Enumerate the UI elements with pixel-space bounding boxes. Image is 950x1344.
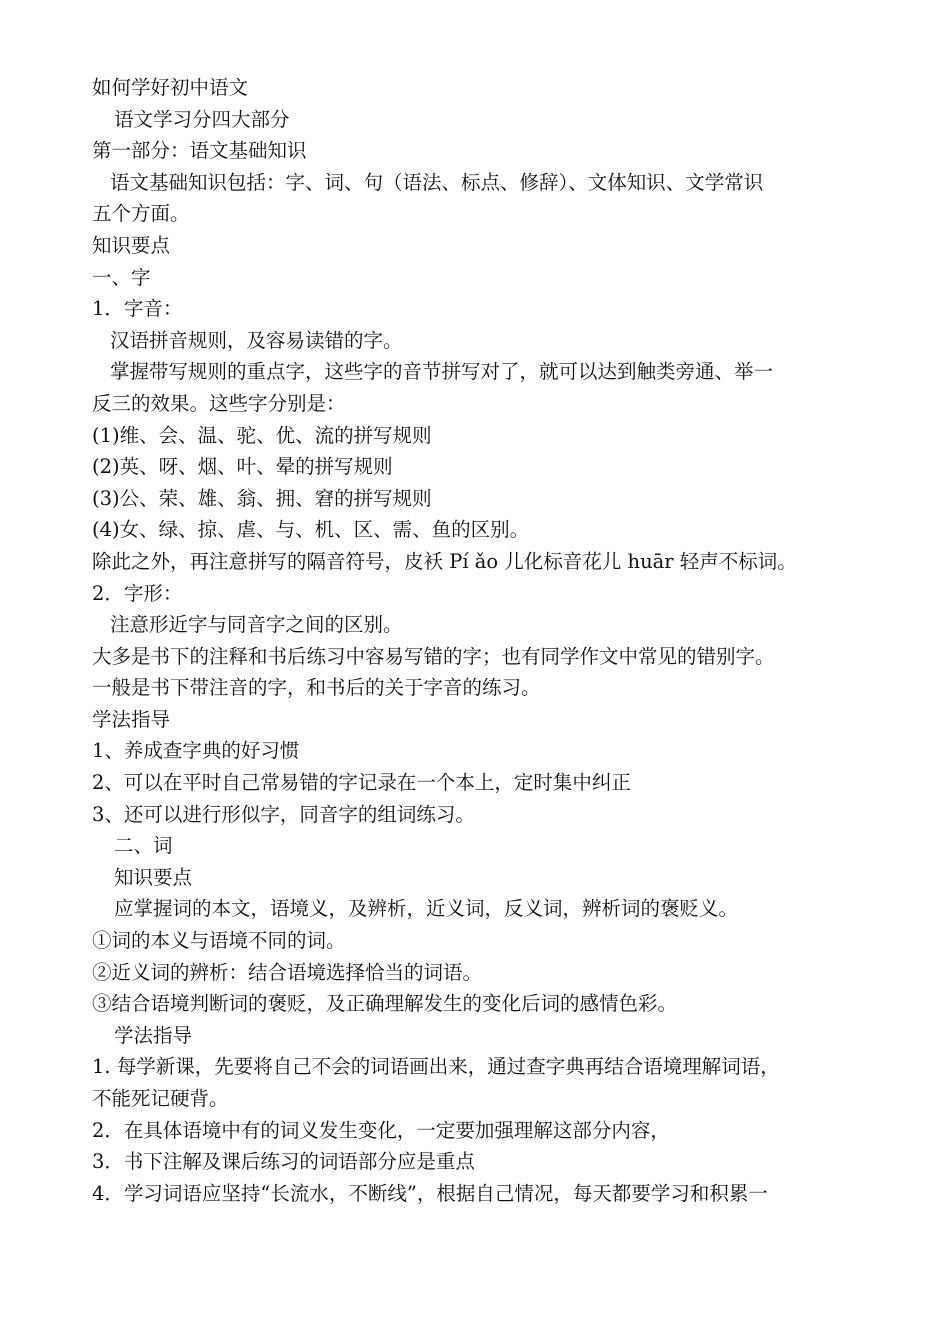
text-line: 2．在具体语境中有的词义发生变化，一定要加强理解这部分内容， bbox=[92, 1118, 670, 1142]
text-line: 第一部分：语文基础知识 bbox=[92, 139, 307, 163]
text-line: 大多是书下的注释和书后练习中容易写错的字；也有同学作文中常见的错别字。 bbox=[92, 644, 775, 668]
text-line: 1. 每学新课，先要将自己不会的词语画出来，通过查字典再结合语境理解词语， bbox=[92, 1055, 780, 1079]
text-line: 2．字形： bbox=[92, 581, 183, 605]
text-line: 语文学习分四大部分 bbox=[114, 107, 290, 131]
text-line: 掌握带写规则的重点字，这些字的音节拼写对了，就可以达到触类旁通、举一 bbox=[110, 360, 774, 384]
text-line: 反三的效果。这些字分别是： bbox=[92, 391, 346, 415]
text-line: 2、可以在平时自己常易错的字记录在一个本上，定时集中纠正 bbox=[92, 771, 631, 795]
text-line: 学法指导 bbox=[92, 707, 171, 731]
text-line: 学法指导 bbox=[114, 1023, 193, 1047]
document-body bbox=[92, 72, 872, 1209]
text-line: 注意形近字与同音字之间的区别。 bbox=[110, 613, 403, 637]
text-line: ①词的本义与语境不同的词。 bbox=[92, 929, 346, 953]
text-line: 1、养成查字典的好习惯 bbox=[92, 739, 300, 763]
text-line: 汉语拼音规则，及容易读错的字。 bbox=[110, 328, 403, 352]
text-line: ③结合语境判断词的褒贬，及正确理解发生的变化后词的感情色彩。 bbox=[92, 992, 678, 1016]
text-line: (1)维、会、温、驼、优、流的拼写规则 bbox=[92, 423, 432, 447]
text-line: 不能死记硬背。 bbox=[92, 1087, 229, 1110]
text-line: 如何学好初中语文 bbox=[92, 76, 249, 99]
text-line: (4)女、绿、掠、虐、与、机、区、需、鱼的区别。 bbox=[92, 518, 530, 542]
text-line: 1．字音： bbox=[92, 297, 183, 321]
text-line: (2)英、呀、烟、叶、晕的拼写规则 bbox=[92, 455, 393, 479]
text-line: 语文基础知识包括：字、词、句（语法、标点、修辞）、文体知识、文学常识 bbox=[110, 170, 764, 194]
text-line: (3)公、荣、雄、翁、拥、窘的拼写规则 bbox=[92, 486, 432, 510]
text-line: 4．学习词语应坚持“长流水，不断线”，根据自己情况，每天都要学习和积累一 bbox=[92, 1181, 768, 1205]
text-line: 除此之外，再注意拼写的隔音符号，皮袄 Pí ǎo 儿化标音花儿 huār 轻声不标词。 bbox=[92, 549, 797, 573]
text-line: 3．书下注解及课后练习的词语部分应是重点 bbox=[92, 1150, 475, 1174]
text-line: 一、字 bbox=[92, 265, 151, 289]
text-line: 知识要点 bbox=[92, 233, 171, 257]
text-line: 3、还可以进行形似字，同音字的组词练习。 bbox=[92, 802, 475, 826]
text-line: 五个方面。 bbox=[92, 202, 190, 226]
text-line: 一般是书下带注音的字，和书后的关于字音的练习。 bbox=[92, 676, 541, 700]
text-line: 应掌握词的本文，语境义，及辨析，近义词，反义词，辨析词的褒贬义。 bbox=[114, 897, 739, 921]
text-line: ②近义词的辨析：结合语境选择恰当的词语。 bbox=[92, 960, 483, 984]
text-line: 二、词 bbox=[114, 834, 173, 858]
text-line: 知识要点 bbox=[114, 865, 193, 889]
